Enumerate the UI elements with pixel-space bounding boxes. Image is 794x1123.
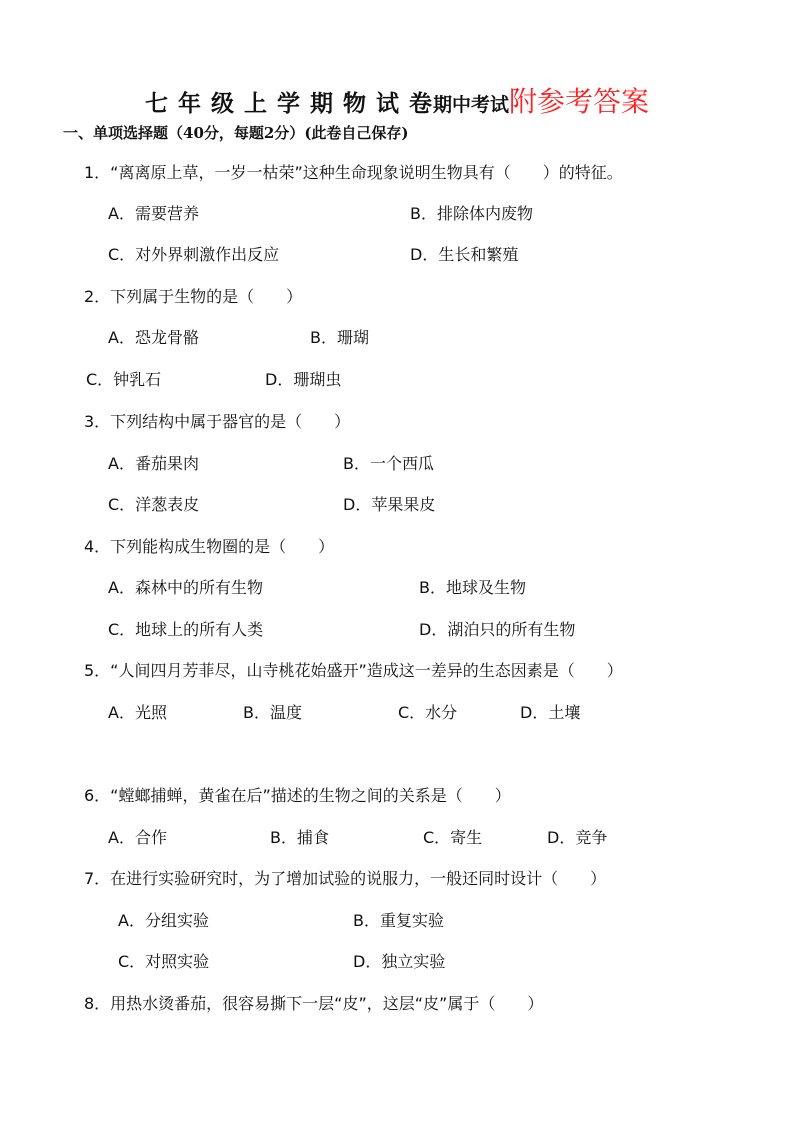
question-5-option-a: A．光照 (108, 703, 167, 722)
question-1-stem: 1．“离离原上草，一岁一枯荣”这种生命现象说明生物具有（ ）的特征。 (84, 163, 623, 182)
question-4-option-c: C．地球上的所有人类 (108, 620, 264, 639)
question-5-option-d: D．土壤 (520, 703, 581, 722)
question-3-option-a: A．番茄果肉 (108, 454, 199, 473)
question-6-stem: 6．“螳螂捕蝉，黄雀在后”描述的生物之间的关系是（ ） (84, 786, 511, 805)
question-2-option-b: B．珊瑚 (310, 328, 369, 347)
question-4-option-d: D．湖泊只的所有生物 (419, 620, 576, 639)
question-1-option-b: B．排除体内废物 (410, 204, 533, 223)
question-6-option-b: B．捕食 (270, 828, 329, 847)
question-2-option-a: A．恐龙骨骼 (108, 328, 199, 347)
question-7-stem: 7．在进行实验研究时，为了增加试验的说服力，一般还同时设计（ ） (84, 869, 607, 888)
page-title (0, 80, 794, 120)
question-3-option-c: C．洋葱表皮 (108, 495, 200, 514)
question-6-option-c: C．寄生 (423, 828, 483, 847)
title-answer-note: 附参考答案 (509, 85, 650, 118)
question-6-option-a: A．合作 (108, 828, 167, 847)
question-6-option-d: D．竞争 (547, 828, 608, 847)
question-7-option-a: A．分组实验 (118, 911, 209, 930)
question-4-stem: 4．下列能构成生物圈的是（ ） (84, 537, 335, 556)
question-3-option-b: B．一个西瓜 (343, 454, 434, 473)
question-7-option-c: C．对照实验 (118, 952, 210, 971)
section-heading: 一、单项选择题（40分，每题2分）(此卷自己保存) (63, 124, 409, 142)
question-5-stem: 5．“人间四月芳菲尽，山寺桃花始盛开”造成这一差异的生态因素是（ ） (84, 661, 623, 680)
title-sub: 期中考试 (433, 94, 510, 116)
question-8-stem: 8．用热水烫番茄，很容易撕下一层“皮”，这层“皮”属于（ ） (84, 994, 544, 1013)
question-2-stem: 2．下列属于生物的是（ ） (84, 287, 303, 306)
question-2-option-d: D．珊瑚虫 (265, 370, 342, 389)
question-7-option-d: D．独立实验 (353, 952, 446, 971)
question-1-option-d: D．生长和繁殖 (410, 245, 519, 264)
question-7-option-b: B．重复实验 (353, 911, 444, 930)
question-4-option-b: B．地球及生物 (419, 578, 526, 597)
title-main: 七 年 级 上 学 期 物 试 卷 (144, 90, 434, 117)
question-5-option-c: C．水分 (398, 703, 458, 722)
question-5-option-b: B．温度 (243, 703, 302, 722)
question-2-option-c: C．钟乳石 (86, 370, 162, 389)
question-3-option-d: D．苹果果皮 (343, 495, 436, 514)
question-1-option-a: A．需要营养 (108, 204, 199, 223)
question-4-option-a: A．森林中的所有生物 (108, 578, 263, 597)
question-1-option-c: C．对外界刺激作出反应 (108, 245, 280, 264)
question-3-stem: 3．下列结构中属于器官的是（ ） (84, 412, 351, 431)
